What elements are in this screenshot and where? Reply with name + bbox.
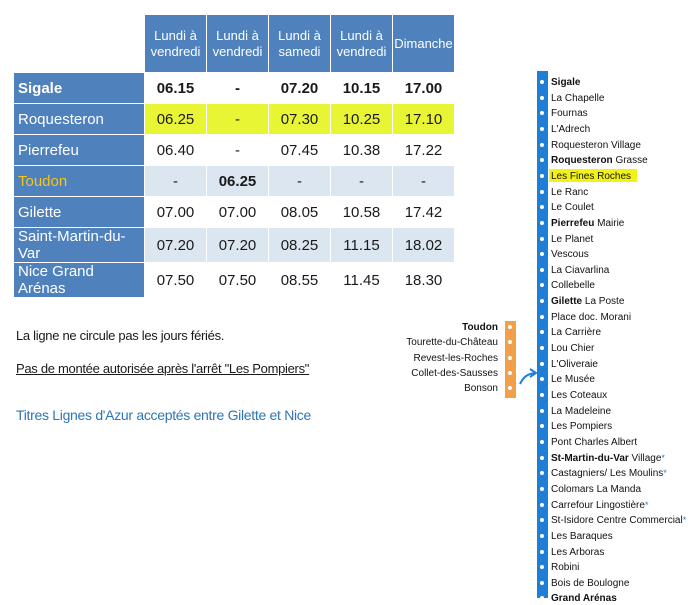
line-stop: Collebelle	[551, 280, 595, 292]
line-stop: St-Isidore Centre Commercial*	[551, 515, 687, 527]
table-row	[14, 197, 455, 228]
stop-dot	[540, 581, 544, 585]
stop-dot	[540, 268, 544, 272]
time-cell: -	[207, 104, 269, 135]
corner-cell	[14, 15, 145, 73]
stop-name: Pierrefeu	[14, 135, 145, 166]
time-cell: 18.02	[393, 228, 455, 263]
col-header: Lundi à vendredi	[331, 15, 393, 73]
line-stop: Les Arboras	[551, 546, 605, 558]
line-stop: Les Coteaux	[551, 390, 608, 401]
line-stop: Le Coulet	[551, 202, 594, 214]
line-stop: Pierrefeu Mairie	[551, 217, 625, 229]
stop-name: Roquesteron	[14, 104, 145, 135]
line-stop: Bois de Boulogne	[551, 577, 630, 589]
stop-dot	[540, 80, 544, 84]
table-row	[14, 263, 455, 298]
col-header: Lundi à vendredi	[145, 15, 207, 73]
line-stop: Roquesteron Village	[551, 139, 641, 151]
line-stop: Place doc. Morani	[551, 311, 632, 323]
stop-name: Gilette	[14, 197, 145, 228]
line-stop: L'Oliveraie	[551, 358, 598, 370]
line-stop: Les Pompiers	[551, 421, 613, 433]
time-cell: 17.42	[393, 197, 455, 228]
time-cell: -	[393, 166, 455, 197]
line-stop: Pont Charles Albert	[551, 436, 638, 448]
time-cell: 10.15	[331, 73, 393, 104]
time-cell: 07.30	[269, 104, 331, 135]
time-cell: 06.25	[145, 104, 207, 135]
time-cell: 10.38	[331, 135, 393, 166]
time-cell: 11.15	[331, 228, 393, 263]
line-stop: Le Planet	[551, 233, 594, 245]
time-cell: -	[331, 166, 393, 197]
stop-dot	[540, 550, 544, 554]
table-row	[14, 73, 455, 104]
time-cell: 17.22	[393, 135, 455, 166]
holiday-note: La ligne ne circule pas les jours fériés.	[16, 328, 225, 343]
time-cell: -	[269, 166, 331, 197]
line-stop: La Chapelle	[551, 92, 605, 104]
stop-dot	[540, 440, 544, 444]
branch-dot	[508, 356, 512, 360]
stop-dot	[540, 143, 544, 147]
branch-stop: Toudon	[462, 322, 498, 333]
line-stop: La Ciavarlina	[551, 264, 610, 276]
col-header: Dimanche	[393, 15, 455, 73]
branch-stop: Revest-les-Roches	[413, 352, 498, 364]
stop-dot	[540, 534, 544, 538]
header-row	[14, 15, 455, 73]
stop-dot	[540, 237, 544, 241]
time-cell: 06.25	[207, 166, 269, 197]
line-stop: L'Adrech	[551, 123, 591, 135]
stop-dot	[540, 174, 544, 178]
tickets-note: Titres Lignes d'Azur acceptés entre Gilette et Nice	[16, 407, 311, 423]
time-cell: 07.00	[145, 197, 207, 228]
line-stop: Grand Arénas	[551, 593, 617, 605]
line-stop: Roquesteron Grasse	[551, 155, 648, 167]
branch-arrow-icon	[518, 368, 538, 386]
time-cell: -	[145, 166, 207, 197]
line-stop: Les Baraques	[551, 530, 613, 542]
time-cell: 08.25	[269, 228, 331, 263]
time-cell: 07.45	[269, 135, 331, 166]
branch-stop: Tourette-du-Château	[406, 337, 498, 349]
time-cell: 10.58	[331, 197, 393, 228]
table-row	[14, 104, 455, 135]
time-cell: 07.20	[269, 73, 331, 104]
stop-dot	[540, 221, 544, 225]
line-stop: Robini	[551, 562, 580, 574]
line-stop: Les Fines Roches	[551, 170, 632, 182]
stop-dot	[540, 190, 544, 194]
line-stop: La Madeleine	[551, 405, 612, 417]
stop-name: Sigale	[14, 73, 145, 104]
line-stop: Carrefour Lingostière*	[551, 499, 649, 511]
time-cell: 08.55	[269, 263, 331, 298]
time-cell: 06.15	[145, 73, 207, 104]
time-cell: 07.20	[207, 228, 269, 263]
time-cell: 07.50	[207, 263, 269, 298]
table-row	[14, 135, 455, 166]
time-cell: 07.00	[207, 197, 269, 228]
branch-dot	[508, 371, 512, 375]
table-row	[14, 166, 455, 197]
stop-name: Toudon	[14, 166, 145, 197]
line-stop: Le Ranc	[551, 186, 589, 198]
line-stop: Vescous	[551, 249, 589, 261]
time-cell: 07.20	[145, 228, 207, 263]
line-stop: Castagniers/ Les Moulins*	[551, 468, 667, 480]
line-stop: La Carrière	[551, 327, 602, 339]
time-cell: 10.25	[331, 104, 393, 135]
line-stop: Colomars La Manda	[551, 483, 642, 495]
stop-dot	[540, 96, 544, 100]
stop-dot	[540, 409, 544, 413]
table-row	[14, 228, 455, 263]
stop-dot	[540, 393, 544, 397]
col-header: Lundi à samedi	[269, 15, 331, 73]
line-stop: Le Musée	[551, 374, 595, 386]
branch-dot	[508, 325, 512, 329]
col-header: Lundi à vendredi	[207, 15, 269, 73]
stop-dot	[540, 487, 544, 491]
time-cell: 07.50	[145, 263, 207, 298]
time-cell: -	[207, 73, 269, 104]
boarding-note: Pas de montée autorisée après l'arrêt "Les Pompiers"	[16, 361, 310, 376]
stop-dot	[540, 503, 544, 507]
time-cell: 18.30	[393, 263, 455, 298]
branch-stop: Bonson	[464, 383, 498, 395]
line-stop: Fournas	[551, 108, 588, 120]
line-stop: Lou Chier	[551, 343, 595, 355]
time-cell: 17.00	[393, 73, 455, 104]
stop-dot	[540, 456, 544, 460]
time-cell: 06.40	[145, 135, 207, 166]
line-stop: Sigale	[551, 77, 581, 88]
timetable	[13, 14, 455, 298]
stop-dot	[540, 127, 544, 131]
stop-dot	[540, 315, 544, 319]
time-cell: -	[207, 135, 269, 166]
line-stop: St-Martin-du-Var Village*	[551, 452, 665, 464]
stop-name: Saint-Martin-du-Var	[14, 228, 145, 263]
stop-name: Nice Grand Arénas	[14, 263, 145, 298]
time-cell: 08.05	[269, 197, 331, 228]
stop-dot	[540, 362, 544, 366]
line-stop: Gilette La Poste	[551, 296, 625, 308]
branch-stop: Collet-des-Sausses	[411, 367, 498, 379]
time-cell: 11.45	[331, 263, 393, 298]
time-cell: 17.10	[393, 104, 455, 135]
